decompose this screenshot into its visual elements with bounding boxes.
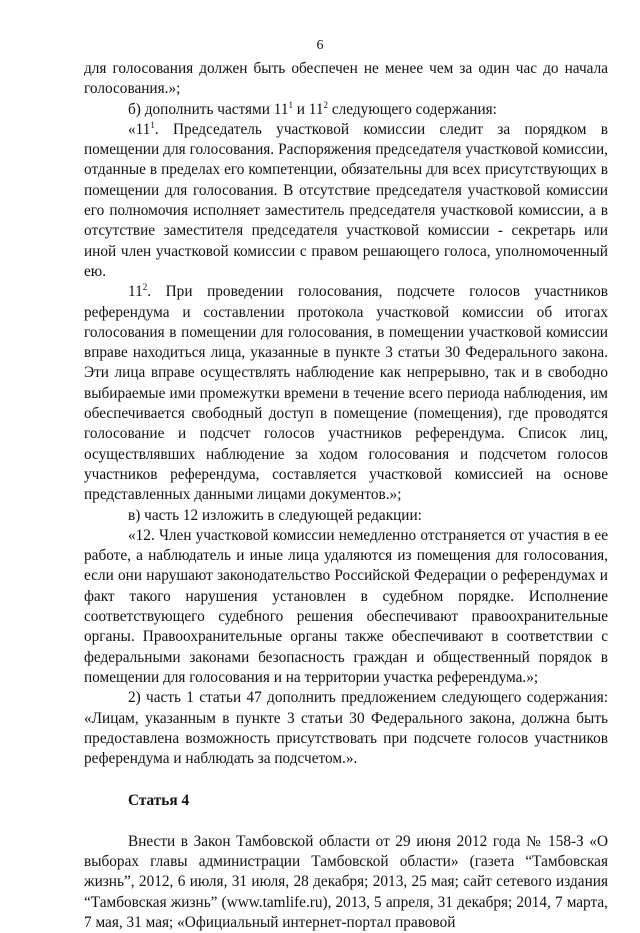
item-b-sup-2: 2 — [323, 99, 329, 110]
p111-quote: «11 — [128, 120, 151, 138]
article-4-text: Внести в Закон Тамбовской области от 29 июня 2012 года № 158-З «О выборах главы администрации Тамбовской области» (газета “Тамбовская жизнь”, 2012, 6 июля, 31 июля, 28 декабря; 2013, 25 мая; сайт сетевого издания “Тамбовская жизнь” (www.tamlife.ru), 2013, 5 апреля, 31 декабря; 2014, 7 марта, 7 мая, 31 мая; «Официальный интернет-портал правовой — [84, 832, 608, 931]
p111-text: . Председатель участковой комиссии следит за порядком в помещении для голосования. Распоряжения председателя участковой комиссии, отданные в пределах его компетенции, обязательны для всех присутствующих в помещении для голосования. В отсутствие председателя участковой комиссии его полномочия исполняет заместитель председателя участковой комиссии, а в отсутствие заместителя председателя участковой комиссии - секретарь или иной член участковой комиссии с правом решающего голоса, уполномоченный ею. — [84, 120, 608, 280]
paragraph-11-1 — [84, 120, 608, 282]
paragraph-item-v: в) часть 12 изложить в следующей редакции: — [128, 506, 422, 524]
paragraph-continuation: для голосования должен быть обеспечен не менее чем за один час до начала голосования.»; — [84, 60, 608, 98]
item-b-suffix: следующего содержания: — [328, 100, 497, 118]
article-heading: Статья 4 — [128, 792, 190, 810]
p112-num: 11 — [128, 283, 143, 301]
item-b-sup-1: 1 — [288, 99, 293, 110]
item-b-mid: и 11 — [292, 100, 324, 118]
p111-sup: 1 — [150, 119, 155, 130]
paragraph-item-2: 2) часть 1 статьи 47 дополнить предложением следующего содержания: «Лицам, указанным в пункте 3 статьи 30 Федерального закона, должна быть предоставлена возможность присутствовать при подсчете голосов участников референдума и наблюдать за подсчетом.». — [84, 689, 608, 768]
paragraph-12: «12. Член участковой комиссии немедленно отстраняется от участия в ее работе, а наблюдатель и иные лица удаляются из помещения для голосования, если они нарушают законодательство Российской Федерации о референдумах и факт такого нарушения установлен в судебном порядке. Исполнение соответствующего судебного решения обеспечивают правоохранительные органы. Правоохранительные органы также обеспечивают в соответствии с федеральными законами безопасность граждан и общественный порядок в помещении для голосования и на территории участка референдума.»; — [84, 526, 608, 686]
p112-sup: 2 — [142, 282, 148, 293]
document-body — [84, 59, 608, 933]
page-number: 6 — [316, 38, 324, 53]
item-b-prefix: б) дополнить частями 11 — [128, 100, 289, 118]
paragraph-item-b — [84, 100, 608, 120]
paragraph-11-2 — [84, 282, 608, 505]
p112-text: . При проведении голосования, подсчете голосов участников референдума и составлении протокола участковой комиссии об итогах голосования в помещении для голосования, в помещении участковой комиссии вправе находиться лица, указанные в пункте 3 статьи 30 Федерального закона. Эти лица вправе осуществлять наблюдение как непрерывно, так и в свободно выбираемые ими промежутки времени в течение всего периода наблюдения, им обеспечивается свободный доступ в помещение (помещения), где проводятся голосование и подсчет голосов участников референдума. Список лиц, осуществлявших наблюдение за ходом голосования и подсчетом голосов участников референдума, составляется участковой комиссией на основе представленных данными лицами документов.»; — [84, 283, 608, 504]
